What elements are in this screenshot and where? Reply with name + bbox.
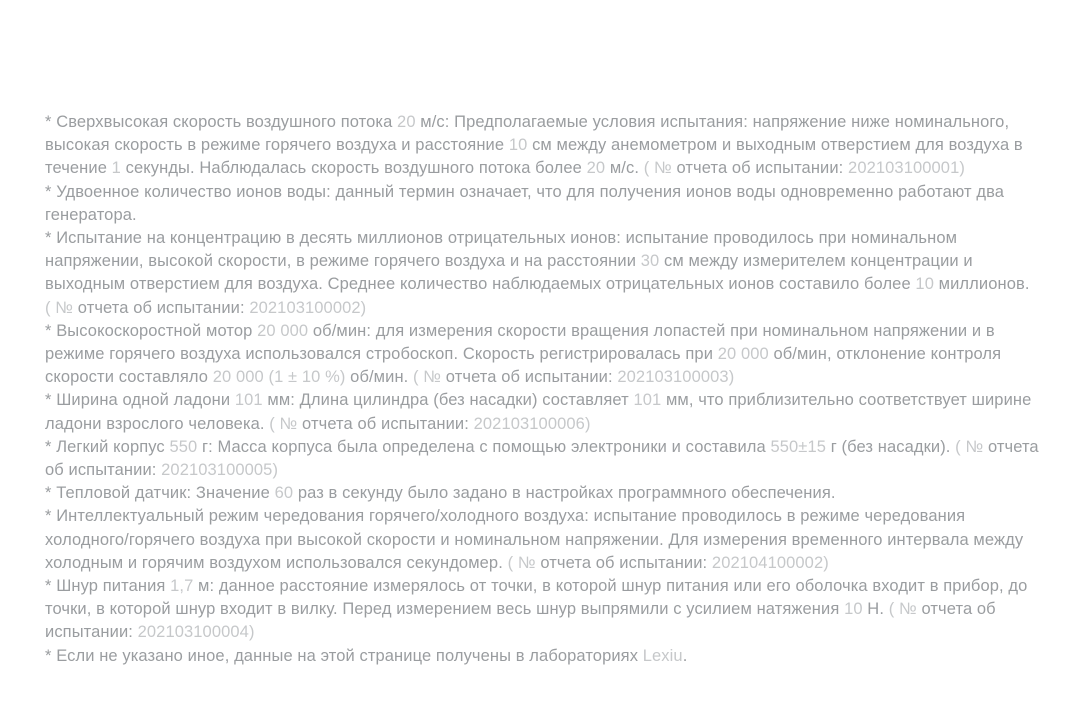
footnote-value: ( №: [269, 414, 298, 433]
footnote-text: м: данное расстояние измерялось от точки, в которой шнур питания или его оболочка входит в прибор, до точки, в которой шнур входит в вилку. Перед измерением весь шнур выпрямили с усилием натяжения: [45, 577, 1028, 619]
footnote-value: ( №: [413, 368, 442, 387]
footnote-text: отчета об испытании:: [671, 159, 849, 178]
footnote-text: г (без насадки).: [826, 437, 956, 456]
footnote-value: ( №: [643, 159, 672, 178]
footnote-paragraph-9: [45, 575, 1049, 645]
footnote-value: ( №: [507, 553, 536, 572]
footnote-text: мм, что приблизительно соответствует ширине ладони взрослого человека.: [45, 391, 1032, 433]
footnote-text: секунды. Наблюдалась скорость воздушного потока более: [120, 159, 587, 178]
footnote-value: 20 000 (1 ± 10 %): [212, 368, 346, 387]
footnote-value: 202103100006): [473, 414, 591, 433]
footnote-text: см между анемометром и выходным отверстием для воздуха в течение: [45, 136, 1023, 178]
footnote-text: об/мин, отклонение контроля скорости составляло: [45, 345, 1002, 387]
footnote-value: 20 000: [717, 345, 769, 364]
footnote-paragraph-3: [45, 227, 1049, 320]
footnote-text: * Шнур питания: [45, 577, 171, 596]
footnote-value: 30: [640, 252, 660, 271]
footnote-paragraph-7: [45, 482, 1049, 505]
footnote-text: * Сверхвысокая скорость воздушного потока: [45, 113, 398, 131]
footnote-value: 202104100002): [711, 553, 829, 572]
footnote-value: 550: [169, 437, 198, 456]
footnote-value: 60: [274, 484, 294, 503]
footnote-value: 202103100004): [137, 623, 255, 642]
footnote-text: м/с: Предполагаемые условия испытания: напряжение ниже номинального, высокая скорость в режиме горячего воздуха и расстояние: [45, 113, 1010, 155]
footnote-text: * Высокоскоростной мотор: [45, 321, 258, 340]
footnote-text: * Если не указано иное, данные на этой странице получены в лабораториях: [45, 646, 643, 665]
footnote-paragraph-1: [45, 111, 1049, 181]
footnote-text: об/мин: для измерения скорости вращения лопастей при номинальном напряжении и в режиме горячего воздуха использовался стробоскоп. Скорость регистрировалась при: [45, 321, 995, 364]
footnote-text: раз в секунду было задано в настройках программного обеспечения.: [293, 484, 836, 503]
footnote-value: 1: [111, 159, 121, 178]
footnote-text: отчета об испытании:: [73, 298, 250, 317]
footnote-value: 202103100002): [249, 298, 367, 317]
footnote-text: мм: Длина цилиндра (без насадки) составляет: [262, 391, 634, 410]
footnote-value: 202103100005): [161, 461, 279, 480]
footnote-value: 20 000: [257, 321, 309, 340]
footnote-text: отчета об испытании:: [45, 600, 996, 642]
footnote-value: 202103100001): [848, 159, 965, 178]
footnotes-block: [45, 111, 1049, 668]
footnote-text: об/мин.: [345, 368, 414, 387]
footnote-text: отчета об испытании:: [297, 414, 474, 433]
footnote-paragraph-4: [45, 320, 1049, 390]
footnote-value: 10: [508, 136, 528, 155]
footnote-paragraph-5: [45, 389, 1049, 435]
footnote-text: * Удвоенное количество ионов воды: данный термин означает, что для получения ионов воды одновременно работают два генератора.: [45, 182, 1005, 224]
footnote-value: 1,7: [170, 577, 194, 596]
footnote-paragraph-10: [45, 645, 1049, 668]
footnote-text: * Интеллектуальный режим чередования горячего/холодного воздуха: испытание проводилось в режиме чередования холодного/горячего воздуха при высокой скорости и номинальном напряжении. Для измерения временного интервала между холодным и горячим воздухом использовался секундомер.: [45, 507, 1024, 572]
footnote-text: отчета об испытании:: [535, 553, 712, 572]
footnote-text: отчета об испытании:: [45, 437, 1039, 480]
footnote-text: * Ширина одной ладони: [45, 391, 235, 410]
footnote-paragraph-6: [45, 436, 1049, 482]
footnote-value: ( №: [888, 600, 917, 619]
footnote-value: 202103100003): [617, 368, 735, 387]
footnote-text: .: [682, 646, 688, 665]
footnote-paragraph-2: [45, 181, 1049, 227]
footnote-text: миллионов.: [933, 275, 1030, 294]
footnote-text: * Легкий корпус: [45, 437, 170, 456]
footnote-value: 101: [234, 391, 263, 410]
footnote-text: отчета об испытании:: [441, 368, 618, 387]
footnote-value: Lexiu: [642, 646, 683, 665]
footnote-value: 10: [844, 600, 863, 619]
footnote-text: м/с.: [605, 159, 644, 178]
footnote-value: ( №: [955, 437, 984, 456]
footnote-text: Н.: [862, 600, 889, 619]
footnote-value: 20: [397, 113, 416, 131]
footnote-text: г: Масса корпуса была определена с помощью электроники и составила: [197, 437, 771, 456]
footnote-value: ( №: [45, 298, 74, 317]
footnote-value: 550±15: [770, 437, 827, 456]
footnote-value: 101: [633, 391, 662, 410]
footnote-value: 10: [915, 275, 934, 294]
footnote-text: см между измерителем концентрации и выходным отверстием для воздуха. Среднее количество наблюдаемых отрицательных ионов составило более: [45, 252, 973, 294]
footnote-value: 20: [586, 159, 606, 178]
footnote-paragraph-8: [45, 505, 1049, 575]
footnote-text: * Испытание на концентрацию в десять миллионов отрицательных ионов: испытание проводилось при номинальном напряжении, высокой скорости, в режиме горячего воздуха и на расстоянии: [45, 229, 958, 271]
footnote-text: * Тепловой датчик: Значение: [45, 484, 275, 503]
